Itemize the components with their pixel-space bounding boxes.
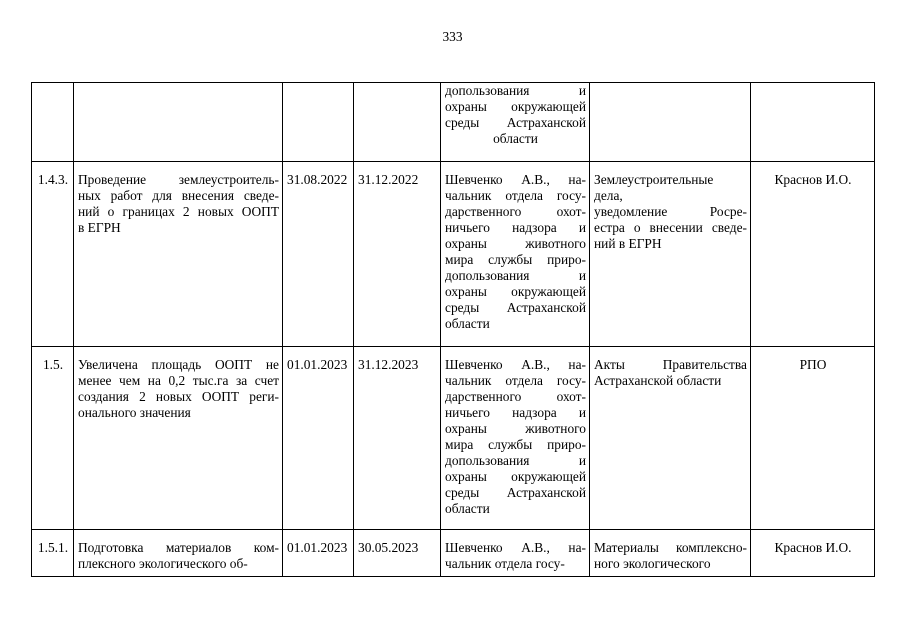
result-document-line: ного экологического [594, 556, 711, 571]
responsible-person-line: ничьего надзора и [445, 220, 586, 235]
responsible-person-line: чальник отдела госу- [445, 188, 586, 203]
item-number: 1.5. [32, 347, 74, 530]
end-date: 31.12.2022 [354, 162, 441, 347]
responsible-person [441, 162, 590, 347]
responsible-person-line: мира службы приро- [445, 437, 586, 452]
responsible-person-line: охраны окружающей [445, 284, 586, 299]
task-description-line: Проведение землеустроитель- [78, 172, 279, 187]
start-date: 31.08.2022 [283, 162, 354, 347]
responsible-person-line: Шевченко А.В., на- [445, 357, 586, 372]
task-description [74, 347, 283, 530]
result-document [590, 162, 751, 347]
result-document-line: ний в ЕГРН [594, 236, 662, 251]
task-description-line: ний о границах 2 новых ООПТ [78, 204, 279, 219]
responsible-person-line: охраны окружающей [445, 469, 586, 484]
start-date [283, 83, 354, 162]
responsible-person-line: мира службы приро- [445, 252, 586, 267]
table-row [32, 347, 875, 530]
controller [751, 83, 875, 162]
responsible-person [441, 530, 590, 577]
responsible-person-line: дарственного охот- [445, 204, 586, 219]
responsible-person-line: дарственного охот- [445, 389, 586, 404]
responsible-person-line: допользования и [445, 83, 586, 98]
task-description [74, 162, 283, 347]
task-description-line: менее чем на 0,2 тыс.га за счет [78, 373, 279, 388]
plan-table [31, 82, 875, 577]
responsible-person-line: области [493, 131, 538, 146]
result-document [590, 83, 751, 162]
responsible-person-line: чальник отдела госу- [445, 556, 565, 571]
table-row [32, 162, 875, 347]
responsible-person-line: среды Астраханской [445, 485, 586, 500]
result-document-line: дела, [594, 188, 623, 203]
responsible-person-line: среды Астраханской [445, 115, 586, 130]
responsible-person-line: Шевченко А.В., на- [445, 540, 586, 555]
task-description [74, 530, 283, 577]
responsible-person [441, 347, 590, 530]
result-document [590, 347, 751, 530]
controller: Краснов И.О. [751, 162, 875, 347]
task-description [74, 83, 283, 162]
item-number [32, 83, 74, 162]
controller: РПО [751, 347, 875, 530]
table-row [32, 530, 875, 577]
end-date: 31.12.2023 [354, 347, 441, 530]
task-description-line: плексного экологического об- [78, 556, 248, 571]
result-document-line: естра о внесении сведе- [594, 220, 747, 235]
task-description-line: Подготовка материалов ком- [78, 540, 279, 555]
start-date: 01.01.2023 [283, 530, 354, 577]
responsible-person-line: чальник отдела госу- [445, 373, 586, 388]
responsible-person-line: допользования и [445, 268, 586, 283]
task-description-line: Увеличена площадь ООПТ не [78, 357, 279, 372]
end-date [354, 83, 441, 162]
responsible-person-line: охраны животного [445, 421, 586, 436]
responsible-person-line: области [445, 316, 490, 331]
result-document [590, 530, 751, 577]
result-document-line: Астраханской области [594, 373, 722, 388]
page-number: 333 [442, 29, 463, 44]
item-number: 1.5.1. [32, 530, 74, 577]
controller: Краснов И.О. [751, 530, 875, 577]
end-date: 30.05.2023 [354, 530, 441, 577]
responsible-person-line: охраны окружающей [445, 99, 586, 114]
responsible-person-line: ничьего надзора и [445, 405, 586, 420]
responsible-person-line: Шевченко А.В., на- [445, 172, 586, 187]
result-document-line: уведомление Росре- [594, 204, 747, 219]
responsible-person-line: допользования и [445, 453, 586, 468]
responsible-person-line: среды Астраханской [445, 300, 586, 315]
item-number: 1.4.3. [32, 162, 74, 347]
responsible-person [441, 83, 590, 162]
result-document-line: Землеустроительные [594, 172, 714, 187]
table-row [32, 83, 875, 162]
task-description-line: ных работ для внесения сведе- [78, 188, 279, 203]
responsible-person-line: охраны животного [445, 236, 586, 251]
responsible-person-line: области [445, 501, 490, 516]
result-document-line: Акты Правительства [594, 357, 747, 372]
task-description-line: в ЕГРН [78, 220, 121, 235]
task-description-line: создания 2 новых ООПТ реги- [78, 389, 279, 404]
result-document-line: Материалы комплексно- [594, 540, 747, 555]
task-description-line: онального значения [78, 405, 191, 420]
start-date: 01.01.2023 [283, 347, 354, 530]
